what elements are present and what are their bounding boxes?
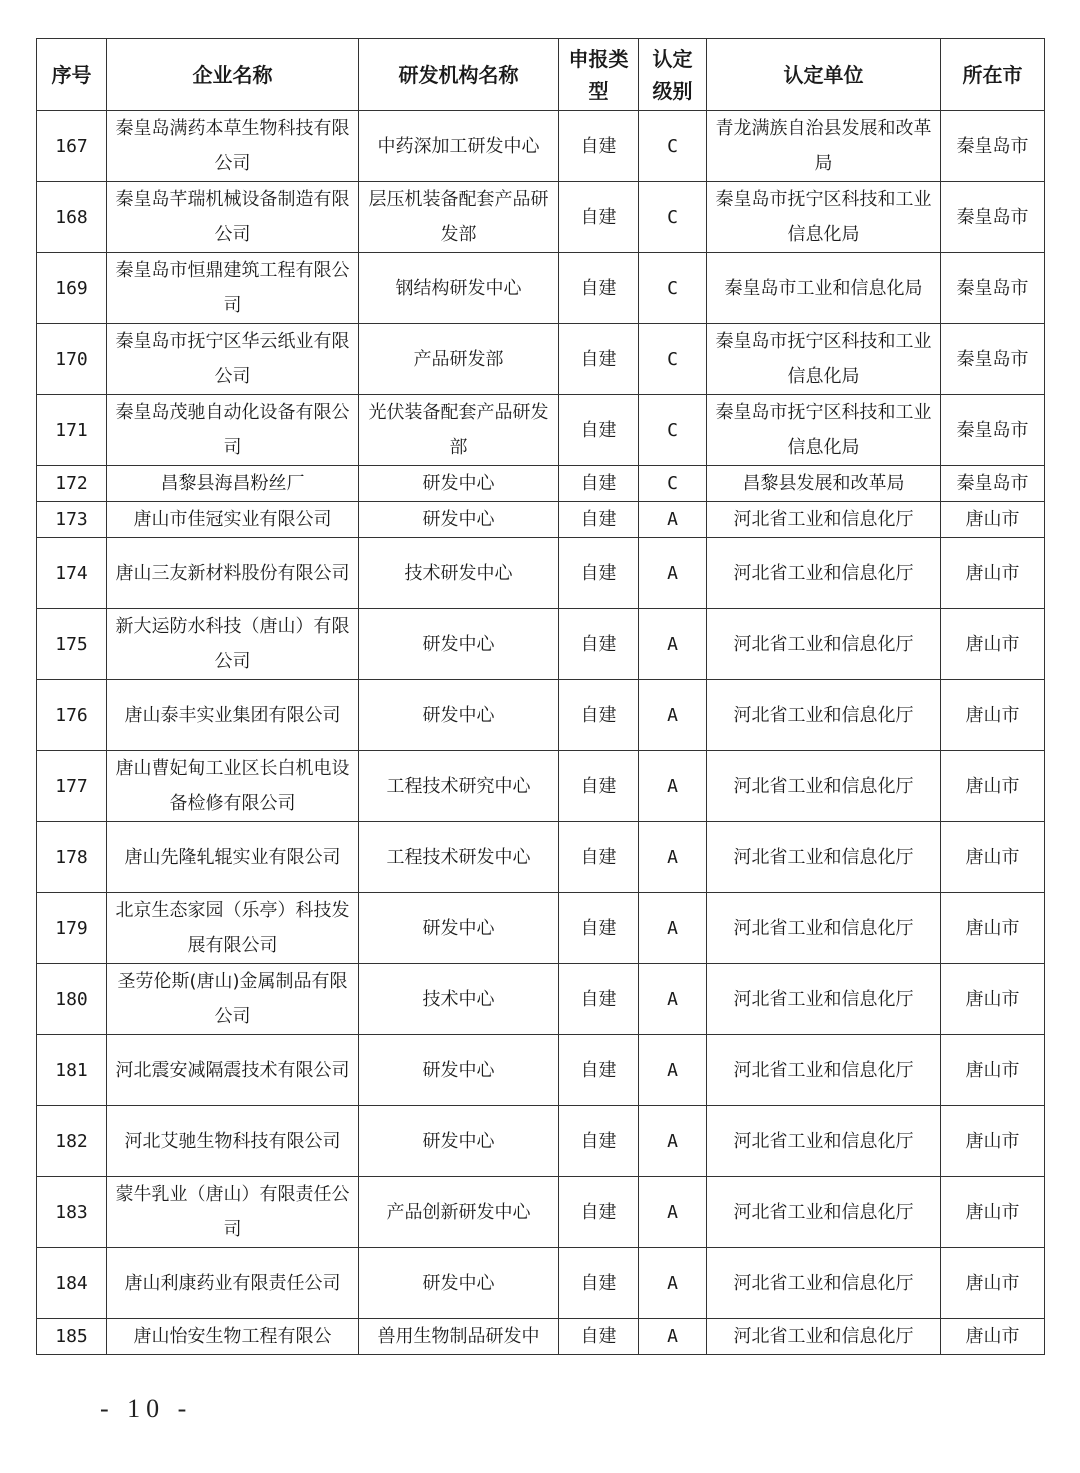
header-city: 所在市 [941, 39, 1045, 111]
cell-city: 唐山市 [941, 1106, 1045, 1177]
cell-city: 唐山市 [941, 964, 1045, 1035]
cell-authority: 秦皇岛市工业和信息化局 [707, 253, 941, 324]
cell-apply-type: 自建 [559, 1248, 639, 1319]
cell-authority: 河北省工业和信息化厅 [707, 751, 941, 822]
cell-level: C [639, 466, 707, 502]
cell-level: A [639, 1177, 707, 1248]
cell-institution: 技术中心 [359, 964, 559, 1035]
cell-institution: 研发中心 [359, 893, 559, 964]
cell-city: 唐山市 [941, 751, 1045, 822]
cell-apply-type: 自建 [559, 324, 639, 395]
cell-company: 河北艾驰生物科技有限公司 [107, 1106, 359, 1177]
cell-apply-type: 自建 [559, 538, 639, 609]
cell-company: 唐山泰丰实业集团有限公司 [107, 680, 359, 751]
cell-authority: 河北省工业和信息化厅 [707, 680, 941, 751]
cell-authority: 青龙满族自治县发展和改革局 [707, 111, 941, 182]
table-row [37, 466, 1045, 502]
cell-seq: 178 [37, 822, 107, 893]
cell-apply-type: 自建 [559, 751, 639, 822]
header-authority: 认定单位 [707, 39, 941, 111]
cell-level: A [639, 502, 707, 538]
cell-company: 秦皇岛芊瑞机械设备制造有限公司 [107, 182, 359, 253]
cell-city: 秦皇岛市 [941, 111, 1045, 182]
table-row [37, 609, 1045, 680]
cell-level: C [639, 182, 707, 253]
cell-authority: 河北省工业和信息化厅 [707, 893, 941, 964]
table-row [37, 822, 1045, 893]
cell-authority: 昌黎县发展和改革局 [707, 466, 941, 502]
header-institution: 研发机构名称 [359, 39, 559, 111]
cell-city: 唐山市 [941, 822, 1045, 893]
cell-city: 唐山市 [941, 680, 1045, 751]
cell-level: A [639, 964, 707, 1035]
cell-authority: 秦皇岛市抚宁区科技和工业信息化局 [707, 324, 941, 395]
cell-authority: 河北省工业和信息化厅 [707, 609, 941, 680]
cell-city: 唐山市 [941, 1319, 1045, 1355]
cell-institution: 产品研发部 [359, 324, 559, 395]
table-row [37, 1177, 1045, 1248]
cell-seq: 170 [37, 324, 107, 395]
cell-apply-type: 自建 [559, 1106, 639, 1177]
cell-authority: 河北省工业和信息化厅 [707, 538, 941, 609]
cell-authority: 秦皇岛市抚宁区科技和工业信息化局 [707, 182, 941, 253]
cell-level: A [639, 1319, 707, 1355]
cell-level: C [639, 395, 707, 466]
cell-city: 唐山市 [941, 1035, 1045, 1106]
cell-company: 新大运防水科技（唐山）有限公司 [107, 609, 359, 680]
cell-authority: 河北省工业和信息化厅 [707, 502, 941, 538]
cell-authority: 河北省工业和信息化厅 [707, 822, 941, 893]
cell-institution: 钢结构研发中心 [359, 253, 559, 324]
cell-company: 唐山利康药业有限责任公司 [107, 1248, 359, 1319]
cell-institution: 研发中心 [359, 680, 559, 751]
table-row [37, 502, 1045, 538]
cell-institution: 研发中心 [359, 1248, 559, 1319]
cell-seq: 180 [37, 964, 107, 1035]
cell-city: 唐山市 [941, 1177, 1045, 1248]
cell-institution: 产品创新研发中心 [359, 1177, 559, 1248]
cell-apply-type: 自建 [559, 502, 639, 538]
cell-company: 唐山怡安生物工程有限公 [107, 1319, 359, 1355]
cell-apply-type: 自建 [559, 964, 639, 1035]
table-row [37, 680, 1045, 751]
cell-apply-type: 自建 [559, 1319, 639, 1355]
cell-apply-type: 自建 [559, 253, 639, 324]
cell-company: 唐山市佳冠实业有限公司 [107, 502, 359, 538]
cell-level: A [639, 822, 707, 893]
table-row [37, 395, 1045, 466]
table-row [37, 893, 1045, 964]
cell-level: A [639, 1248, 707, 1319]
cell-seq: 172 [37, 466, 107, 502]
table-row [37, 1106, 1045, 1177]
cell-institution: 层压机装备配套产品研发部 [359, 182, 559, 253]
cell-seq: 169 [37, 253, 107, 324]
table-row [37, 751, 1045, 822]
cell-seq: 175 [37, 609, 107, 680]
cell-level: C [639, 111, 707, 182]
header-level: 认定级别 [639, 39, 707, 111]
table-row [37, 538, 1045, 609]
cell-institution: 研发中心 [359, 502, 559, 538]
cell-authority: 河北省工业和信息化厅 [707, 1035, 941, 1106]
cell-level: C [639, 253, 707, 324]
cell-seq: 173 [37, 502, 107, 538]
cell-apply-type: 自建 [559, 609, 639, 680]
table-row [37, 964, 1045, 1035]
cell-seq: 177 [37, 751, 107, 822]
page-number: - 10 - [100, 1394, 193, 1423]
cell-institution: 工程技术研发中心 [359, 822, 559, 893]
cell-institution: 研发中心 [359, 1035, 559, 1106]
cell-seq: 174 [37, 538, 107, 609]
cell-apply-type: 自建 [559, 822, 639, 893]
cell-institution: 研发中心 [359, 1106, 559, 1177]
cell-level: A [639, 1106, 707, 1177]
cell-city: 秦皇岛市 [941, 324, 1045, 395]
cell-city: 唐山市 [941, 609, 1045, 680]
cell-company: 圣劳伦斯(唐山)金属制品有限公司 [107, 964, 359, 1035]
cell-seq: 167 [37, 111, 107, 182]
cell-level: A [639, 893, 707, 964]
table-row [37, 1035, 1045, 1106]
cell-authority: 河北省工业和信息化厅 [707, 964, 941, 1035]
cell-apply-type: 自建 [559, 111, 639, 182]
cell-city: 秦皇岛市 [941, 466, 1045, 502]
cell-institution: 中药深加工研发中心 [359, 111, 559, 182]
cell-apply-type: 自建 [559, 182, 639, 253]
cell-city: 唐山市 [941, 502, 1045, 538]
cell-company: 秦皇岛市抚宁区华云纸业有限公司 [107, 324, 359, 395]
cell-institution: 研发中心 [359, 466, 559, 502]
cell-city: 秦皇岛市 [941, 182, 1045, 253]
table-row [37, 253, 1045, 324]
cell-seq: 176 [37, 680, 107, 751]
cell-apply-type: 自建 [559, 1035, 639, 1106]
cell-authority: 秦皇岛市抚宁区科技和工业信息化局 [707, 395, 941, 466]
cell-apply-type: 自建 [559, 893, 639, 964]
cell-institution: 研发中心 [359, 609, 559, 680]
cell-seq: 179 [37, 893, 107, 964]
cell-company: 唐山三友新材料股份有限公司 [107, 538, 359, 609]
cell-level: A [639, 538, 707, 609]
cell-authority: 河北省工业和信息化厅 [707, 1177, 941, 1248]
cell-level: C [639, 324, 707, 395]
table-header-row [37, 39, 1045, 111]
table-body [37, 111, 1045, 1355]
cell-institution: 工程技术研究中心 [359, 751, 559, 822]
cell-seq: 185 [37, 1319, 107, 1355]
cell-seq: 171 [37, 395, 107, 466]
cell-authority: 河北省工业和信息化厅 [707, 1248, 941, 1319]
cell-company: 唐山先隆轧辊实业有限公司 [107, 822, 359, 893]
cell-seq: 183 [37, 1177, 107, 1248]
cell-company: 北京生态家园（乐亭）科技发展有限公司 [107, 893, 359, 964]
header-apply-type: 申报类型 [559, 39, 639, 111]
header-company: 企业名称 [107, 39, 359, 111]
cell-city: 唐山市 [941, 893, 1045, 964]
cell-level: A [639, 609, 707, 680]
cell-company: 唐山曹妃甸工业区长白机电设备检修有限公司 [107, 751, 359, 822]
cell-authority: 河北省工业和信息化厅 [707, 1106, 941, 1177]
cell-seq: 168 [37, 182, 107, 253]
cell-city: 唐山市 [941, 538, 1045, 609]
cell-company: 秦皇岛茂驰自动化设备有限公司 [107, 395, 359, 466]
table-row [37, 182, 1045, 253]
table-row [37, 1319, 1045, 1355]
cell-company: 蒙牛乳业（唐山）有限责任公司 [107, 1177, 359, 1248]
cell-level: A [639, 751, 707, 822]
cell-apply-type: 自建 [559, 1177, 639, 1248]
cell-institution: 兽用生物制品研发中 [359, 1319, 559, 1355]
cell-authority: 河北省工业和信息化厅 [707, 1319, 941, 1355]
cell-seq: 184 [37, 1248, 107, 1319]
table-row [37, 1248, 1045, 1319]
cell-city: 秦皇岛市 [941, 395, 1045, 466]
cell-company: 河北震安减隔震技术有限公司 [107, 1035, 359, 1106]
cell-company: 秦皇岛市恒鼎建筑工程有限公司 [107, 253, 359, 324]
enterprise-rd-table [36, 38, 1045, 1355]
header-seq: 序号 [37, 39, 107, 111]
cell-seq: 182 [37, 1106, 107, 1177]
cell-city: 唐山市 [941, 1248, 1045, 1319]
cell-apply-type: 自建 [559, 395, 639, 466]
cell-seq: 181 [37, 1035, 107, 1106]
table-row [37, 324, 1045, 395]
table-row [37, 111, 1045, 182]
cell-company: 昌黎县海昌粉丝厂 [107, 466, 359, 502]
cell-level: A [639, 680, 707, 751]
cell-city: 秦皇岛市 [941, 253, 1045, 324]
cell-level: A [639, 1035, 707, 1106]
cell-institution: 光伏装备配套产品研发部 [359, 395, 559, 466]
cell-apply-type: 自建 [559, 466, 639, 502]
cell-institution: 技术研发中心 [359, 538, 559, 609]
cell-apply-type: 自建 [559, 680, 639, 751]
cell-company: 秦皇岛满药本草生物科技有限公司 [107, 111, 359, 182]
